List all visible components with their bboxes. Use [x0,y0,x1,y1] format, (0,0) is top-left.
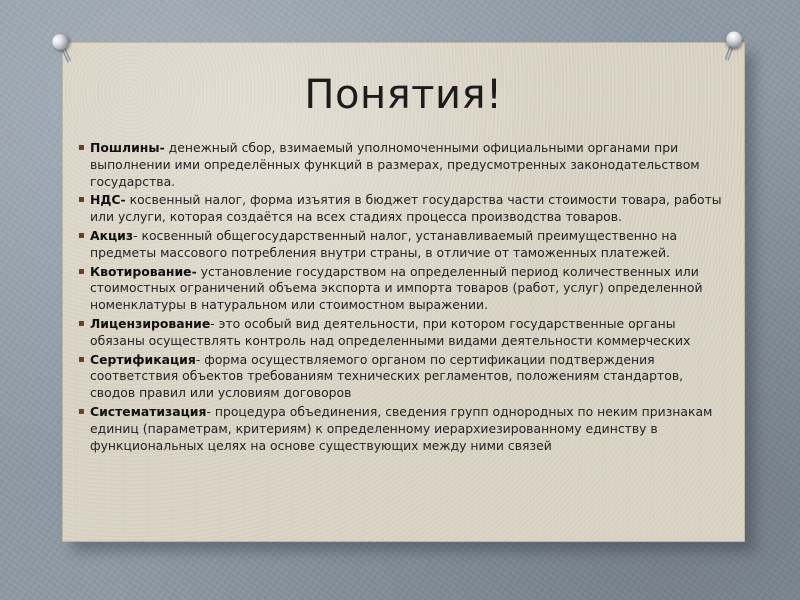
list-item [78,316,728,350]
definitions-list [78,140,728,456]
term-label: Сертификация [90,351,196,367]
bullet-icon: ▪ [78,353,85,365]
term-label: НДС- [90,192,126,208]
term-label: Систематизация [90,403,207,419]
list-item [78,140,728,190]
term-definition: денежный сбор, взимаемый уполномоченными официальными органами при выполнении ими определённых функций в размерах, предусмотренных законодательством государства. [90,140,700,189]
list-item [78,264,728,314]
term-label: Квотирование- [90,263,197,279]
bullet-icon: ▪ [78,405,85,417]
slide-title: Понятия! [304,72,503,118]
list-item [78,228,728,262]
term-definition: установление государством на определенный период количественных или стоимостных ограничений объема экспорта и импорта товаров (работ, услуг) определенной номенклатуры в натуральном или стоимостном выражении. [90,263,703,313]
term-label: Лицензирование [90,315,211,331]
bullet-icon: ▪ [78,317,85,329]
term-definition: косвенный налог, форма изъятия в бюджет государства части стоимости товара, работы или услуги, которая создаётся на всех стадиях процесса производства товаров. [90,192,722,225]
term-label: Пошлины- [90,140,165,155]
term-definition: - это особый вид деятельности, при котором государственные органы обязаны осуществлять контроль над определенными видами деятельности коммерческих [90,315,691,348]
bullet-icon: ▪ [78,265,85,277]
term-definition: - косвенный общегосударственный налог, устанавливаемый преимущественно на предметы массового потребления внутри страны, в отличие от таможенных платежей. [90,227,678,260]
term-definition: - форма осуществляемого органом по сертификации подтверждения соответствия объектов требованиям технических регламентов, положениям стандартов, сводов правил или условиям договоров [90,351,684,401]
bullet-icon: ▪ [78,142,85,153]
term-label: Акциз [90,227,134,243]
bullet-icon: ▪ [78,194,85,206]
term-definition: - процедура объединения, сведения групп однородных по неким признакам единиц (параметрам, критериям) к определенному иерархиезированному единству в функциональных целях на основе существующих между ними связей [90,403,713,453]
pushpin-head [50,31,71,52]
list-item [78,192,728,226]
list-item [78,352,728,402]
bullet-icon: ▪ [78,229,85,241]
list-item [78,404,728,454]
